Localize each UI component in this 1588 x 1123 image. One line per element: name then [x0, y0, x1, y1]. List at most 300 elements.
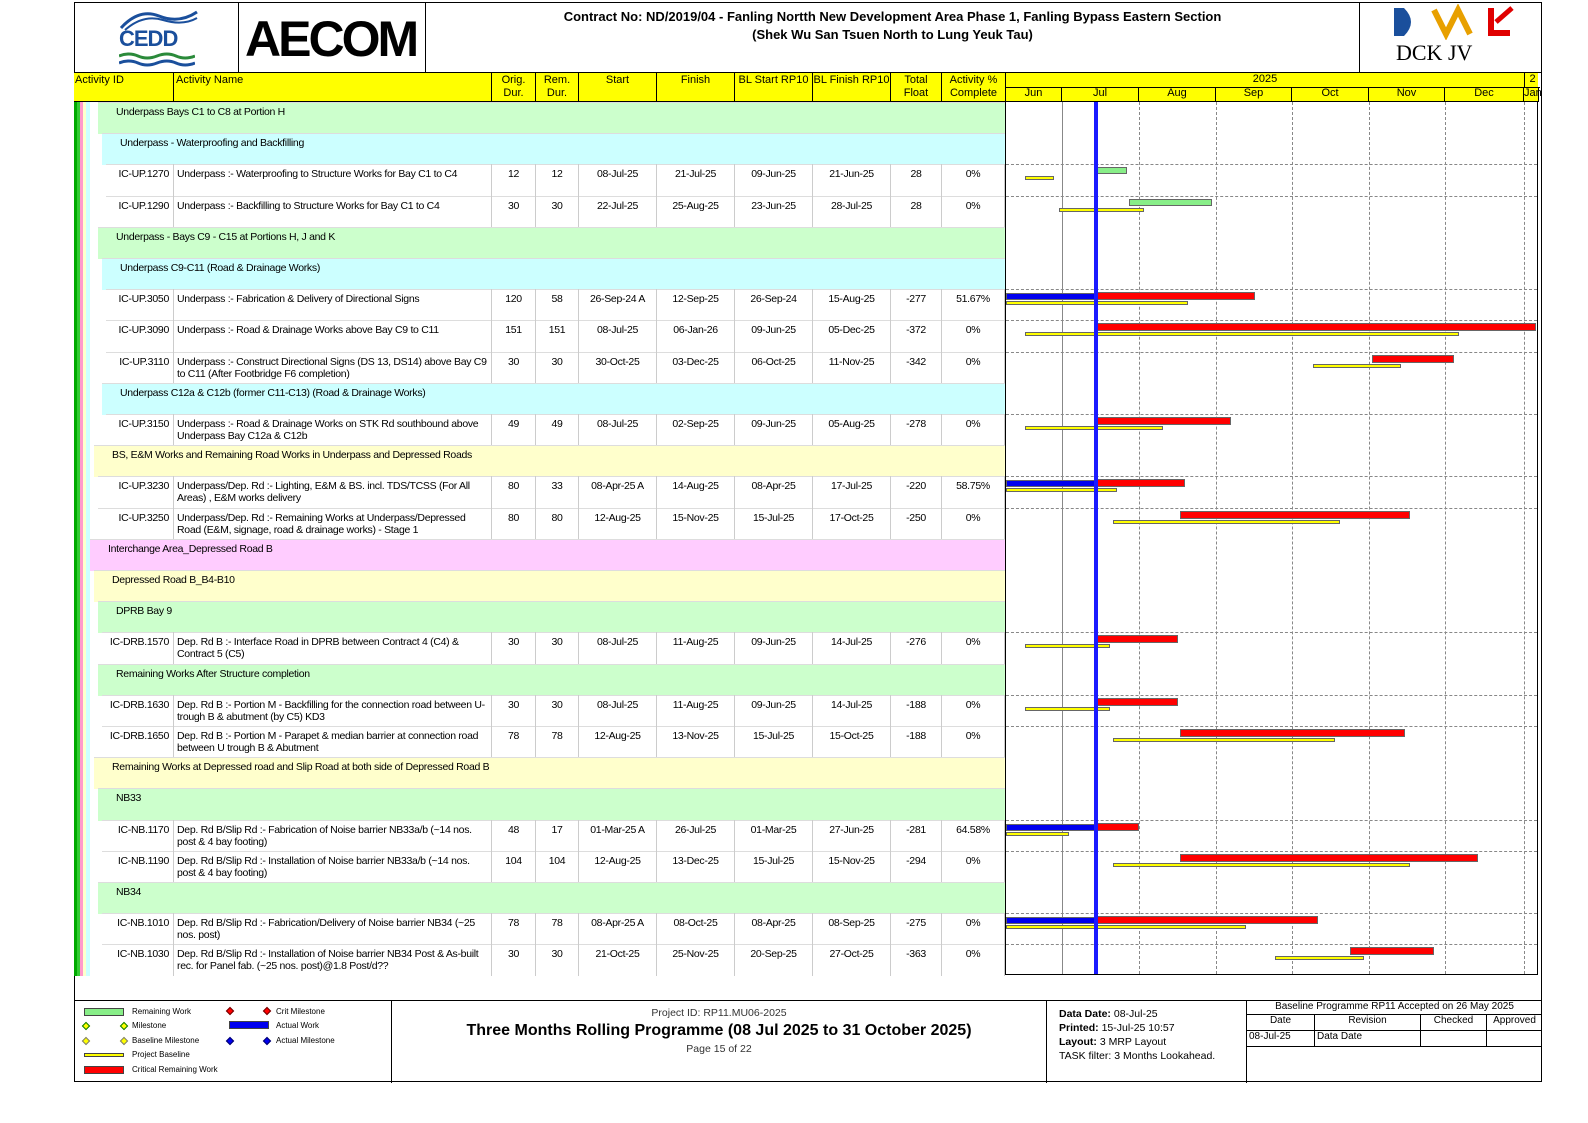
cell-id: [102, 944, 174, 975]
cell-id: [106, 414, 174, 445]
cell-blf-text: 15-Aug-25: [828, 293, 875, 306]
cell-name[interactable]: [174, 320, 492, 351]
outline-indent-bar: [74, 476, 90, 507]
cell-id-text: IC-NB.1170: [117, 823, 169, 836]
cell-finish: [657, 944, 735, 975]
wbs-group-label: Underpass - Waterproofing and Backfilling: [120, 137, 304, 150]
cell-orig: [492, 196, 536, 227]
cell-name[interactable]: [174, 632, 492, 663]
cell-name-text: Underpass/Dep. Rd :- Lighting, E&M & BS. incl. TDS/TCSS (For All Areas) , E&M works delivery: [177, 480, 470, 505]
cell-orig-text: 12: [507, 168, 520, 181]
cell-finish: [657, 820, 735, 851]
activity-row: [74, 913, 1005, 944]
col-activity-id[interactable]: Activity ID: [74, 73, 174, 102]
cell-tf: [891, 851, 942, 882]
cell-finish-text: 13-Nov-25: [672, 730, 719, 742]
wbs-group-band: [98, 882, 1005, 914]
cell-pct-text: 0%: [965, 948, 981, 961]
data-date-value: 08-Jul-25: [1113, 1008, 1158, 1020]
cell-tf: [891, 508, 942, 539]
cell-name[interactable]: [174, 820, 492, 851]
cell-bls-text: 08-Apr-25: [751, 917, 796, 930]
cell-rem-text: 12: [551, 168, 563, 181]
cell-pct: [942, 944, 1005, 975]
gantt-row-gridline: [1006, 476, 1537, 477]
cell-blf: [813, 289, 891, 320]
cell-start-text: 08-Jul-25: [596, 324, 639, 337]
outline-indent-bar: [74, 508, 90, 539]
cell-name[interactable]: [174, 695, 492, 726]
cell-pct-text: 0%: [965, 511, 981, 524]
cell-name[interactable]: [174, 196, 492, 227]
outline-indent-bar: [74, 289, 90, 320]
cell-start-text: 08-Apr-25 A: [591, 917, 644, 930]
cell-orig-text: 104: [505, 854, 522, 867]
cell-bls: [735, 196, 813, 227]
cell-start: [579, 196, 657, 227]
cell-name[interactable]: [174, 508, 492, 539]
cell-start: [579, 508, 657, 539]
col-pct-complete[interactable]: Activity % Complete: [949, 74, 998, 99]
cell-tf-text: -281: [906, 823, 926, 836]
legend-remaining-swatch: [84, 1008, 124, 1016]
cedd-water-icon: [119, 52, 195, 68]
cell-pct-text: 0%: [965, 199, 981, 212]
gantt-month-gridline: [1369, 102, 1370, 974]
cell-blf-text: 11-Nov-25: [828, 355, 875, 368]
cell-blf-text: 14-Jul-25: [830, 636, 873, 649]
outline-indent-bar: [74, 164, 90, 195]
cell-start-text: 30-Oct-25: [595, 355, 640, 368]
cell-blf-text: 05-Aug-25: [828, 418, 875, 430]
outline-indent-bar: [74, 352, 90, 383]
cell-blf: [813, 164, 891, 195]
cell-tf-text: -294: [906, 854, 926, 867]
wbs-group-label: NB33: [116, 792, 142, 805]
critical-remaining-bar[interactable]: [1096, 823, 1140, 831]
cell-finish: [657, 320, 735, 351]
cell-name[interactable]: [174, 476, 492, 507]
dck-marks-icon: [1390, 4, 1520, 40]
cell-blf: [813, 944, 891, 975]
critical-remaining-bar[interactable]: [1180, 511, 1410, 519]
wbs-group-label: BS, E&M Works and Remaining Road Works in Underpass and Depressed Roads: [112, 449, 472, 462]
cell-name[interactable]: [174, 414, 492, 445]
wbs-group-row: [74, 102, 1005, 133]
crit-milestone-icon: [263, 1007, 271, 1015]
cell-id: [106, 196, 174, 227]
cell-start-text: 12-Aug-25: [594, 730, 641, 742]
cell-bls: [735, 476, 813, 507]
cell-orig: [492, 632, 536, 663]
legend-project-baseline-label: Project Baseline: [132, 1050, 190, 1059]
cell-rem-text: 78: [551, 730, 563, 742]
cell-rem-text: 30: [551, 199, 563, 212]
cell-name[interactable]: [174, 164, 492, 195]
cedd-logo: [74, 2, 239, 73]
col-total-float[interactable]: Total Float: [891, 73, 942, 102]
cell-bls-text: 23-Jun-25: [751, 199, 796, 212]
actual-work-bar[interactable]: [1006, 480, 1096, 487]
baseline-bar[interactable]: [1059, 208, 1144, 212]
actual-milestone-icon: [263, 1037, 271, 1045]
baseline-bar[interactable]: [1113, 863, 1411, 867]
outline-indent-bar: [74, 601, 90, 632]
cell-blf: [813, 851, 891, 882]
activity-row: [74, 164, 1005, 195]
actual-work-bar[interactable]: [1006, 917, 1096, 924]
gantt-month-gridline: [1216, 102, 1217, 974]
cell-pct-text: 0%: [965, 698, 981, 711]
cell-start-text: 08-Jul-25: [596, 418, 639, 430]
cell-rem-text: 30: [551, 698, 563, 711]
cell-start-text: 08-Jul-25: [596, 636, 639, 649]
cell-bls: [735, 913, 813, 944]
cell-start-text: 22-Jul-25: [596, 199, 639, 212]
cell-id-text: IC-UP.1290: [118, 199, 169, 212]
legend-actual-swatch: [229, 1021, 269, 1029]
cell-orig: [492, 913, 536, 944]
cell-tf-text: -220: [906, 480, 926, 493]
timeline-month: Dec: [1445, 87, 1524, 102]
page-number: Page 15 of 22: [686, 1043, 752, 1055]
cell-pct-text: 64.58%: [956, 823, 990, 836]
activity-row: [74, 414, 1005, 445]
cell-blf-text: 15-Nov-25: [828, 854, 875, 867]
cell-blf-text: 08-Sep-25: [828, 917, 875, 930]
cell-start: [579, 913, 657, 944]
cell-rem-text: 104: [548, 854, 566, 867]
rev-header-date: Date: [1247, 1015, 1315, 1031]
cell-orig-text: 48: [507, 823, 520, 836]
actual-work-bar[interactable]: [1006, 293, 1096, 300]
baseline-bar[interactable]: [1275, 956, 1365, 960]
cell-rem-text: 80: [551, 511, 563, 524]
cell-rem: [536, 944, 579, 975]
rev-header-checked: Checked: [1421, 1015, 1487, 1031]
page-header: [74, 2, 1542, 73]
wbs-group-label: NB34: [116, 886, 142, 898]
critical-remaining-bar[interactable]: [1096, 479, 1186, 487]
cell-tf: [891, 913, 942, 944]
outline-indent-bar: [74, 227, 90, 258]
gantt-row-gridline: [1006, 820, 1537, 821]
outline-indent-bar: [74, 851, 90, 882]
cell-pct: [942, 726, 1005, 757]
cell-bls-text: 09-Jun-25: [751, 636, 796, 649]
cell-bls: [735, 726, 813, 757]
cell-finish-text: 12-Sep-25: [672, 293, 719, 306]
cell-blf-text: 15-Oct-25: [829, 730, 874, 742]
critical-remaining-bar[interactable]: [1096, 698, 1178, 706]
critical-remaining-bar[interactable]: [1096, 635, 1178, 643]
wbs-group-row: [74, 882, 1005, 913]
cell-finish: [657, 695, 735, 726]
activity-row: [74, 820, 1005, 851]
gantt-row-gridline: [1006, 944, 1537, 945]
baseline-title: Baseline Programme RP11 Accepted on 26 May 2025: [1247, 1001, 1542, 1015]
cell-start: [579, 726, 657, 757]
cell-tf-text: 28: [910, 199, 922, 212]
cell-bls: [735, 695, 813, 726]
cell-id-text: IC-UP.3110: [119, 355, 169, 368]
cell-name-text: Underpass/Dep. Rd :- Remaining Works at Underpass/Depressed Road (E&M, signage, road & drainage works) - Stage 1: [177, 511, 466, 536]
cell-start-text: 08-Apr-25 A: [591, 480, 644, 493]
critical-remaining-bar[interactable]: [1180, 729, 1405, 737]
cell-finish-text: 11-Aug-25: [672, 698, 719, 711]
aecom-logo-text: AECOM: [245, 11, 417, 67]
milestone-icon: [82, 1022, 90, 1030]
cell-pct-text: 0%: [965, 418, 981, 430]
cell-start-text: 12-Aug-25: [594, 511, 641, 524]
cell-bls: [735, 820, 813, 851]
cell-rem: [536, 414, 579, 445]
cell-id-text: IC-DRB.1650: [109, 730, 169, 742]
cell-id-text: IC-UP.1270: [118, 168, 169, 181]
cell-start: [579, 944, 657, 975]
outline-indent-bar: [74, 664, 90, 695]
cell-bls: [735, 289, 813, 320]
baseline-bar[interactable]: [1025, 332, 1458, 336]
cell-finish-text: 06-Jan-26: [673, 324, 718, 337]
cell-tf: [891, 820, 942, 851]
cell-name[interactable]: [174, 289, 492, 320]
cell-start-text: 12-Aug-25: [594, 854, 641, 867]
col-rem-dur[interactable]: Rem. Dur.: [536, 73, 579, 102]
cell-tf: [891, 476, 942, 507]
outline-indent-bar: [74, 913, 90, 944]
rev-header-revision: Revision: [1315, 1015, 1421, 1031]
wbs-group-row: [74, 227, 1005, 258]
cell-name-text: Dep. Rd B :- Portion M - Parapet & median barrier at connection road between U trough B & Abutment: [177, 730, 479, 754]
legend: [74, 1001, 392, 1083]
cell-name[interactable]: [174, 851, 492, 882]
cell-bls: [735, 944, 813, 975]
baseline-bar[interactable]: [1006, 832, 1069, 836]
critical-remaining-bar[interactable]: [1350, 947, 1435, 955]
baseline-bar[interactable]: [1313, 364, 1400, 368]
col-start[interactable]: Start: [579, 73, 657, 102]
wbs-group-row: [74, 601, 1005, 632]
cell-tf-text: -188: [906, 698, 926, 711]
cell-name-text: Dep. Rd B/Slip Rd :- Fabrication of Noise barrier NB33a/b (~14 nos. post & 4 bay footing): [177, 823, 472, 848]
wbs-group-row: [74, 664, 1005, 695]
cell-name[interactable]: [174, 913, 492, 944]
cell-rem-text: 58: [551, 293, 563, 306]
gantt-row-gridline: [1006, 352, 1537, 353]
cell-blf: [813, 695, 891, 726]
cell-blf-text: 27-Jun-25: [829, 823, 874, 836]
cell-id: [106, 289, 174, 320]
activity-row: [74, 196, 1005, 227]
cell-id: [102, 913, 174, 944]
cell-finish: [657, 164, 735, 195]
cell-finish: [657, 476, 735, 507]
cell-orig-text: 120: [505, 293, 522, 306]
wbs-group-label: Remaining Works at Depressed road and Slip Road at both side of Depressed Road B: [112, 761, 490, 774]
cell-id: [102, 632, 174, 663]
cell-id-text: IC-UP.3250: [118, 511, 169, 524]
cell-name[interactable]: [174, 726, 492, 757]
task-filter: TASK filter: 3 Months Lookahead.: [1059, 1050, 1216, 1062]
cell-orig: [492, 320, 536, 351]
critical-remaining-bar[interactable]: [1096, 292, 1256, 300]
layout-value: 3 MRP Layout: [1099, 1036, 1167, 1048]
cell-start: [579, 695, 657, 726]
cell-orig: [492, 164, 536, 195]
page-footer: [74, 1000, 1542, 1082]
gantt-month-gridline: [1524, 102, 1525, 974]
cell-name-text: Underpass :- Backfilling to Structure Works for Bay C1 to C4: [177, 199, 440, 212]
legend-baseline-milestone-label: Baseline Milestone: [132, 1036, 200, 1045]
rev-row-date: 08-Jul-25: [1247, 1031, 1315, 1047]
cell-rem: [536, 726, 579, 757]
gantt-month-gridline: [1292, 102, 1293, 974]
cell-orig: [492, 414, 536, 445]
remaining-work-bar[interactable]: [1129, 199, 1211, 206]
wbs-group-label: Underpass C12a & C12b (former C11-C13) (Road & Drainage Works): [120, 386, 426, 399]
activity-row: [74, 944, 1005, 975]
cell-tf-text: -276: [906, 636, 926, 649]
timeline-month: Nov: [1369, 87, 1445, 102]
contract-title: [426, 2, 1360, 73]
cell-finish-text: 02-Sep-25: [672, 418, 719, 430]
baseline-bar[interactable]: [1006, 488, 1117, 492]
critical-remaining-bar[interactable]: [1180, 854, 1478, 862]
cell-bls: [735, 851, 813, 882]
cell-bls: [735, 632, 813, 663]
gantt-chart: [1005, 102, 1538, 975]
cell-rem: [536, 320, 579, 351]
critical-remaining-bar[interactable]: [1096, 417, 1232, 425]
cell-finish-text: 25-Aug-25: [672, 199, 719, 212]
cell-finish: [657, 196, 735, 227]
cell-finish-text: 13-Dec-25: [672, 854, 719, 867]
cell-id: [106, 164, 174, 195]
cell-pct: [942, 913, 1005, 944]
cell-pct: [942, 196, 1005, 227]
activity-row: [74, 320, 1005, 351]
cell-name-text: Underpass :- Construct Directional Signs (DS 13, DS14) above Bay C9 to C11 (After Footbridge F6 completion): [177, 355, 487, 380]
baseline-bar[interactable]: [1113, 520, 1341, 524]
cell-orig: [492, 851, 536, 882]
cell-name-text: Dep. Rd B :- Portion M - Backfilling for the connection road between U-trough B & abutment (by C5) KD3: [177, 698, 485, 723]
cell-name-text: Dep. Rd B/Slip Rd :- Fabrication/Delivery of Noise barrier NB34 (~25 nos. post): [177, 917, 475, 942]
cell-id-text: IC-UP.3050: [118, 293, 169, 306]
activity-row: [74, 632, 1005, 663]
revision-table: [1247, 1001, 1542, 1083]
cell-id-text: IC-NB.1030: [117, 948, 169, 961]
cell-orig-text: 80: [507, 511, 520, 524]
col-bl-finish[interactable]: BL Finish RP10: [813, 73, 891, 102]
cell-bls-text: 06-Oct-25: [751, 355, 796, 368]
layout-label: Layout:: [1059, 1036, 1097, 1048]
cell-pct: [942, 320, 1005, 351]
cell-rem: [536, 695, 579, 726]
baseline-bar[interactable]: [1006, 925, 1246, 929]
outline-indent-bar: [74, 695, 90, 726]
cell-finish-text: 26-Jul-25: [674, 823, 717, 836]
cell-bls: [735, 352, 813, 383]
cell-blf-text: 05-Dec-25: [828, 324, 875, 337]
cell-rem-text: 30: [551, 948, 563, 961]
wbs-group-row: [74, 570, 1005, 601]
cell-finish: [657, 414, 735, 445]
cell-blf-text: 28-Jul-25: [830, 199, 873, 212]
cell-id-text: IC-NB.1010: [117, 917, 169, 930]
cell-tf: [891, 196, 942, 227]
cell-name[interactable]: [174, 352, 492, 383]
cell-orig-text: 78: [507, 730, 520, 742]
cell-pct: [942, 414, 1005, 445]
actual-milestone-icon: [226, 1037, 234, 1045]
cell-pct-text: 0%: [965, 917, 981, 930]
outline-indent-bar: [74, 788, 90, 819]
gantt-month-gridline: [1062, 102, 1063, 974]
cell-tf: [891, 695, 942, 726]
actual-work-bar[interactable]: [1006, 824, 1096, 831]
cell-name[interactable]: [174, 944, 492, 975]
project-id: Project ID: RP11.MU06-2025: [651, 1007, 787, 1019]
timeline-next-year: 2: [1524, 73, 1540, 88]
critical-remaining-bar[interactable]: [1372, 355, 1454, 363]
printed-value: 15-Jul-25 10:57: [1101, 1022, 1175, 1034]
cell-orig-text: 30: [507, 199, 520, 212]
cell-finish: [657, 508, 735, 539]
cell-finish-text: 21-Jul-25: [674, 168, 717, 181]
timeline-month: Aug: [1139, 87, 1216, 102]
rev-row-revision: Data Date: [1315, 1031, 1421, 1047]
cell-id-text: IC-UP.3090: [118, 324, 169, 337]
cell-blf-text: 21-Jun-25: [829, 168, 874, 181]
col-bl-start[interactable]: BL Start RP10: [735, 73, 813, 102]
gantt-row-gridline: [1006, 196, 1537, 197]
baseline-bar[interactable]: [1113, 738, 1336, 742]
cell-name-text: Underpass :- Road & Drainage Works above Bay C9 to C11: [177, 324, 439, 337]
cell-bls-text: 01-Mar-25: [750, 823, 797, 836]
contract-title-line1: Contract No: ND/2019/04 - Fanling Nortth New Development Area Phase 1, Fanling Bypass Eastern Section: [563, 9, 1222, 24]
outline-indent-bar: [74, 383, 90, 414]
cell-blf: [813, 508, 891, 539]
cell-finish-text: 15-Nov-25: [672, 511, 719, 524]
gantt-row-gridline: [1006, 289, 1537, 290]
cell-pct: [942, 352, 1005, 383]
col-orig-dur[interactable]: Orig. Dur.: [492, 73, 536, 102]
cell-start-text: 26-Sep-24 A: [589, 293, 646, 306]
baseline-bar[interactable]: [1025, 176, 1054, 180]
wbs-group-label: Remaining Works After Structure completion: [116, 667, 310, 680]
cell-rem: [536, 476, 579, 507]
cell-start: [579, 352, 657, 383]
col-finish[interactable]: Finish: [657, 73, 735, 102]
cell-orig: [492, 508, 536, 539]
remaining-work-bar[interactable]: [1096, 167, 1127, 174]
legend-crit-milestone-label: Crit Milestone: [276, 1007, 325, 1016]
cell-tf-text: 28: [910, 168, 922, 181]
cell-start: [579, 164, 657, 195]
critical-remaining-bar[interactable]: [1096, 323, 1537, 331]
cell-tf-text: -363: [906, 948, 926, 961]
outline-indent-bar: [74, 102, 90, 133]
cell-bls-text: 09-Jun-25: [751, 418, 796, 430]
col-activity-name[interactable]: Activity Name: [174, 73, 492, 102]
outline-indent-bar: [74, 445, 90, 476]
cell-tf-text: -250: [906, 511, 926, 524]
cell-blf-text: 17-Jul-25: [830, 480, 873, 493]
critical-remaining-bar[interactable]: [1096, 916, 1319, 924]
cell-blf: [813, 913, 891, 944]
activity-row: [74, 476, 1005, 507]
